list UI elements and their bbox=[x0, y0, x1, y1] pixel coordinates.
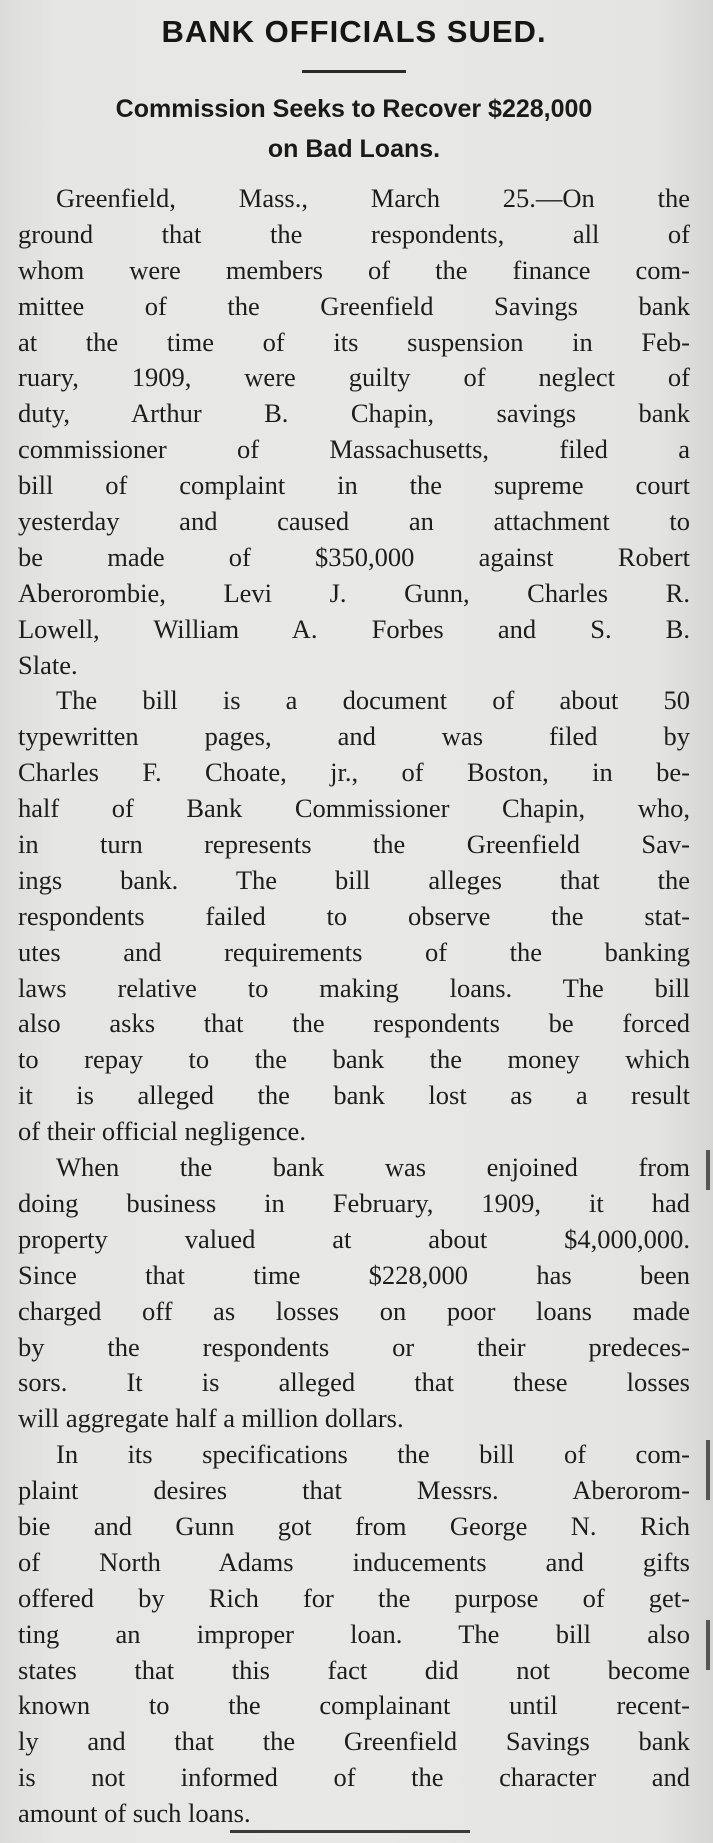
headline-divider bbox=[302, 70, 406, 73]
text-line: charged off as losses on poor loans made bbox=[18, 1295, 690, 1326]
text-line: known to the complainant until recent- bbox=[18, 1690, 690, 1721]
text-line: property valued at about $4,000,000. bbox=[18, 1223, 690, 1254]
text-line: respondents failed to observe the stat- bbox=[18, 900, 690, 931]
text-line: laws relative to making loans. The bill bbox=[18, 972, 690, 1003]
text-line: In its specifications the bill of com- bbox=[56, 1439, 690, 1470]
text-line: in turn represents the Greenfield Sav- bbox=[18, 829, 690, 860]
text-line: at the time of its suspension in Feb- bbox=[18, 326, 690, 357]
text-line: to repay to the bank the money which bbox=[18, 1044, 690, 1075]
text-line: commissioner of Massachusetts, filed a bbox=[18, 434, 690, 465]
text-line: ground that the respondents, all of bbox=[18, 218, 690, 249]
text-line: doing business in February, 1909, it had bbox=[18, 1187, 690, 1218]
text-line: plaint desires that Messrs. Aberorom- bbox=[18, 1475, 690, 1506]
article-paragraph bbox=[18, 1150, 690, 1437]
text-line: by the respondents or their predeces- bbox=[18, 1331, 690, 1362]
text-line: Slate. bbox=[18, 649, 78, 680]
article-paragraph bbox=[18, 181, 690, 683]
text-line: bie and Gunn got from George N. Rich bbox=[18, 1510, 690, 1541]
text-line: bill of complaint in the supreme court bbox=[18, 470, 690, 501]
article-subhead bbox=[18, 89, 690, 169]
subhead-line: Commission Seeks to Recover $228,000 bbox=[115, 95, 593, 123]
text-line: Charles F. Choate, jr., of Boston, in be- bbox=[18, 757, 690, 788]
text-line: half of Bank Commissioner Chapin, who, bbox=[18, 793, 690, 824]
text-line: it is alleged the bank lost as a result bbox=[18, 1080, 690, 1111]
subhead-line: on Bad Loans. bbox=[267, 135, 441, 163]
column-rule-fragment bbox=[706, 1440, 710, 1500]
text-line: yesterday and caused an attachment to bbox=[18, 506, 690, 537]
text-line: utes and requirements of the banking bbox=[18, 936, 690, 967]
text-line: typewritten pages, and was filed by bbox=[18, 721, 690, 752]
text-line: will aggregate half a million dollars. bbox=[18, 1403, 404, 1434]
article-paragraph bbox=[18, 1437, 690, 1832]
text-line: The bill is a document of about 50 bbox=[56, 685, 690, 716]
article-column bbox=[18, 0, 690, 1832]
text-line: of North Adams inducements and gifts bbox=[18, 1546, 690, 1577]
column-rule-fragment bbox=[706, 1620, 710, 1670]
text-line: whom were members of the finance com- bbox=[18, 254, 690, 285]
text-line: ting an improper loan. The bill also bbox=[18, 1618, 690, 1649]
column-rule-fragment bbox=[706, 1150, 710, 1190]
text-line: ings bank. The bill alleges that the bbox=[18, 864, 690, 895]
text-line: is not informed of the character and bbox=[18, 1762, 690, 1793]
text-line: mittee of the Greenfield Savings bank bbox=[18, 290, 690, 321]
text-line: Aberorombie, Levi J. Gunn, Charles R. bbox=[18, 577, 690, 608]
text-line: When the bank was enjoined from bbox=[56, 1152, 690, 1183]
text-line: duty, Arthur B. Chapin, savings bank bbox=[18, 398, 690, 429]
article-headline: BANK OFFICIALS SUED. bbox=[161, 14, 547, 49]
text-line: be made of $350,000 against Robert bbox=[18, 541, 690, 572]
text-line: Greenfield, Mass., March 25.—On the bbox=[56, 183, 690, 213]
text-line: Since that time $228,000 has been bbox=[18, 1259, 690, 1290]
text-line: states that this fact did not become bbox=[18, 1654, 690, 1685]
bottom-divider bbox=[230, 1830, 470, 1833]
text-line: ruary, 1909, were guilty of neglect of bbox=[18, 362, 690, 393]
text-line: ly and that the Greenfield Savings bank bbox=[18, 1726, 690, 1757]
text-line: Lowell, William A. Forbes and S. B. bbox=[18, 613, 690, 644]
article-paragraph bbox=[18, 683, 690, 1150]
text-line: also asks that the respondents be forced bbox=[18, 1008, 690, 1039]
text-line: sors. It is alleged that these losses bbox=[18, 1367, 690, 1398]
text-line: offered by Rich for the purpose of get- bbox=[18, 1582, 690, 1613]
text-line: amount of such loans. bbox=[18, 1798, 251, 1829]
text-line: of their official negligence. bbox=[18, 1116, 306, 1147]
